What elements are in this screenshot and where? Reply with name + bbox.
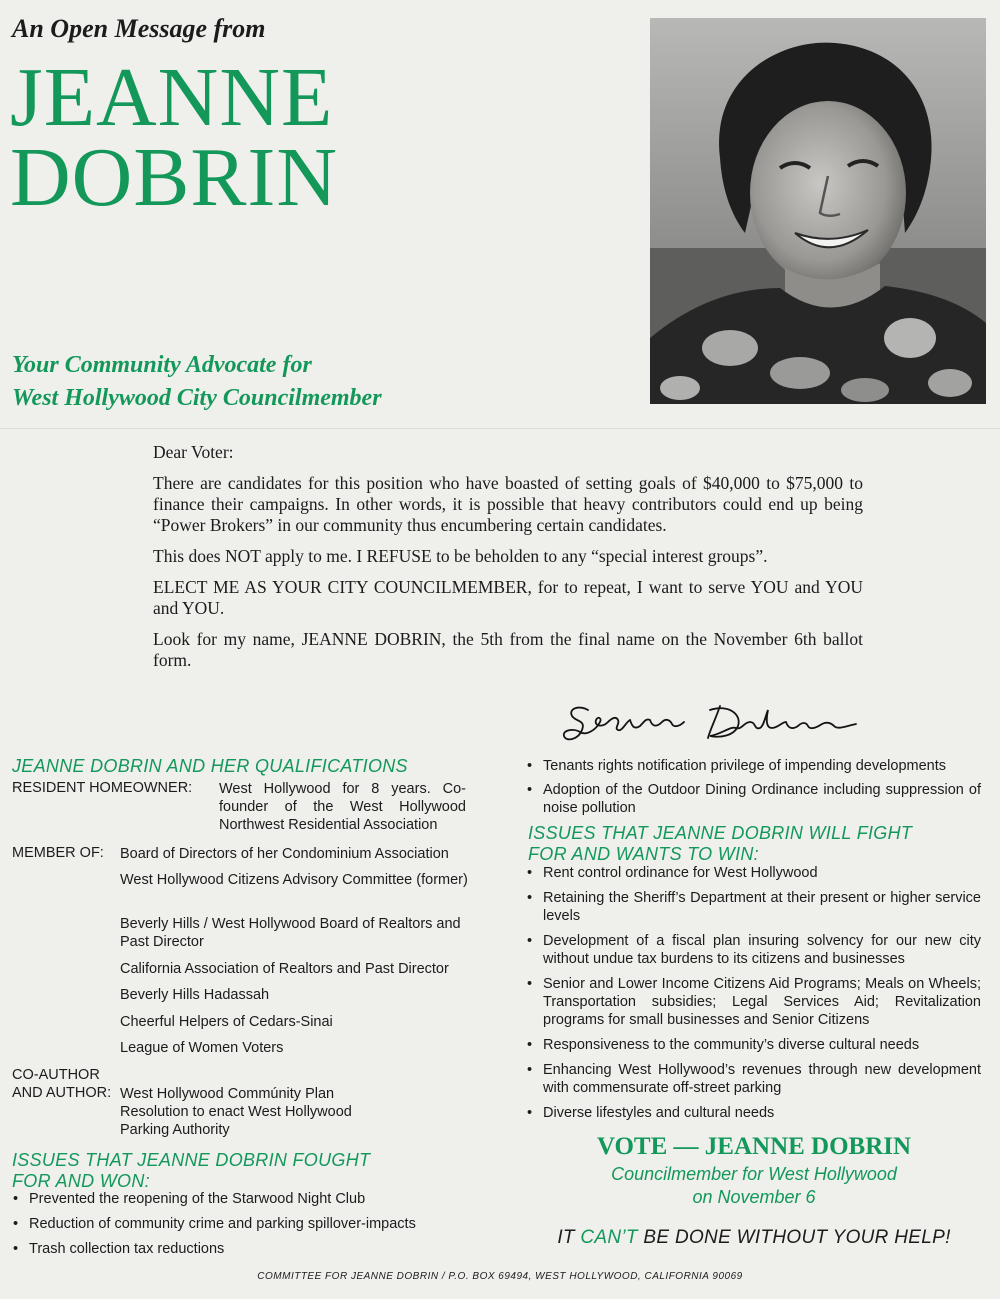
vote-headline: VOTE — JEANNE DOBRIN (596, 1133, 912, 1160)
qualifications-heading: JEANNE DOBRIN AND HER QUALIFICATIONS (12, 756, 408, 776)
tagline-line1: Your Community Advocate for (12, 352, 312, 378)
fought-heading (12, 1150, 472, 1192)
letter-paragraph: ELECT ME AS YOUR CITY COUNCILMEMBER, for to repeat, I want to serve YOU and YOU and YOU. (153, 577, 863, 618)
fought-continued-list (526, 757, 981, 823)
member-item: Beverly Hills / West Hollywood Board of Realtors and Past Director (120, 916, 461, 950)
resident-text: West Hollywood for 8 years. Co-founder of the West Hollywood Northwest Residential Association (219, 781, 466, 833)
letter-paragraph: This does NOT apply to me. I REFUSE to be beholden to any “special interest groups”. (153, 546, 768, 566)
list-item: • Reduction of community crime and parking spillover-impacts (12, 1215, 482, 1233)
candidate-portrait-photo (650, 18, 986, 404)
fold-line (0, 428, 1000, 429)
member-item: Beverly Hills Hadassah (120, 987, 270, 1003)
help-slogan-pre: IT (557, 1227, 581, 1248)
candidate-name-last: DOBRIN (10, 131, 339, 224)
vote-subline2: on November 6 (692, 1187, 816, 1207)
signature (560, 700, 870, 750)
list-item: • Trash collection tax reductions (12, 1240, 482, 1258)
will-fight-heading (528, 823, 978, 865)
intro-line: An Open Message from (12, 14, 266, 43)
help-slogan-emphasis: CAN’T (580, 1227, 638, 1248)
member-item: West Hollywood Citizens Advisory Committee (former) (120, 872, 468, 888)
tagline-line2: West Hollywood City Councilmember (12, 385, 382, 411)
list-item: • Enhancing West Hollywood’s revenues through new development with commensurate off-street parking (526, 1061, 981, 1097)
coauthor-item: West Hollywood Commúnity Plan (120, 1086, 335, 1102)
list-item: • Prevented the reopening of the Starwood Night Club (12, 1190, 482, 1208)
signature-drawing (560, 700, 870, 750)
letter-paragraph: There are candidates for this position who have boasted of setting goals of $40,000 to $75,000 to finance their campaigns. In other words, it is possible that heavy contributors could end up being “Power Brokers” in our community thus encumbering certain candidates. (153, 473, 863, 535)
list-item: • Retaining the Sheriff’s Department at their present or higher service levels (526, 889, 981, 925)
help-slogan-post: BE DONE WITHOUT YOUR HELP! (637, 1227, 951, 1248)
will-fight-heading-line1: ISSUES THAT JEANNE DOBRIN WILL FIGHT (528, 823, 913, 843)
list-item: • Tenants rights notification privilege of impending developments (526, 757, 981, 775)
resident-label: RESIDENT HOMEOWNER: (12, 780, 193, 796)
coauthor-label-line2: AND AUTHOR: (12, 1085, 112, 1101)
footer-committee-address: COMMITTEE FOR JEANNE DOBRIN / P.O. BOX 69494, WEST HOLLYWOOD, CALIFORNIA 90069 (257, 1271, 743, 1282)
list-item: • Senior and Lower Income Citizens Aid Programs; Meals on Wheels; Transportation subsidies; Legal Services Aid; Revitalization programs for small businesses and Senior Citizens (526, 975, 981, 1029)
coauthor-label-line1: CO-AUTHOR (12, 1067, 100, 1083)
letter-paragraph: Look for my name, JEANNE DOBRIN, the 5th from the final name on the November 6th ballot form. (153, 629, 863, 670)
member-label: MEMBER OF: (12, 845, 104, 861)
fought-heading-line2: FOR AND WON: (12, 1171, 150, 1191)
letter-body (153, 442, 863, 681)
portrait-illustration (650, 18, 986, 404)
fought-list (12, 1190, 482, 1265)
member-item: California Association of Realtors and Past Director (120, 961, 449, 977)
vote-subline1: Councilmember for West Hollywood (611, 1164, 897, 1184)
list-item: • Diverse lifestyles and cultural needs (526, 1104, 981, 1122)
letter-greeting: Dear Voter: (153, 442, 234, 462)
member-item: Cheerful Helpers of Cedars-Sinai (120, 1014, 333, 1030)
list-item: • Rent control ordinance for West Hollywood (526, 864, 981, 882)
list-item: • Development of a fiscal plan insuring solvency for our new city without undue tax burdens to its citizens and businesses (526, 932, 981, 968)
candidate-name-first: JEANNE (10, 51, 334, 144)
fought-heading-line1: ISSUES THAT JEANNE DOBRIN FOUGHT (12, 1150, 371, 1170)
will-fight-heading-line2: FOR AND WANTS TO WIN: (528, 844, 759, 864)
list-item: • Adoption of the Outdoor Dining Ordinance including suppression of noise pollution (526, 781, 981, 817)
help-slogan (526, 1227, 982, 1249)
coauthor-item: Resolution to enact West Hollywood Parking Authority (120, 1104, 352, 1138)
will-fight-list (526, 864, 981, 1129)
member-item: Board of Directors of her Condominium Association (120, 846, 449, 862)
list-item: • Responsiveness to the community’s diverse cultural needs (526, 1036, 981, 1054)
member-item: League of Women Voters (120, 1040, 284, 1056)
